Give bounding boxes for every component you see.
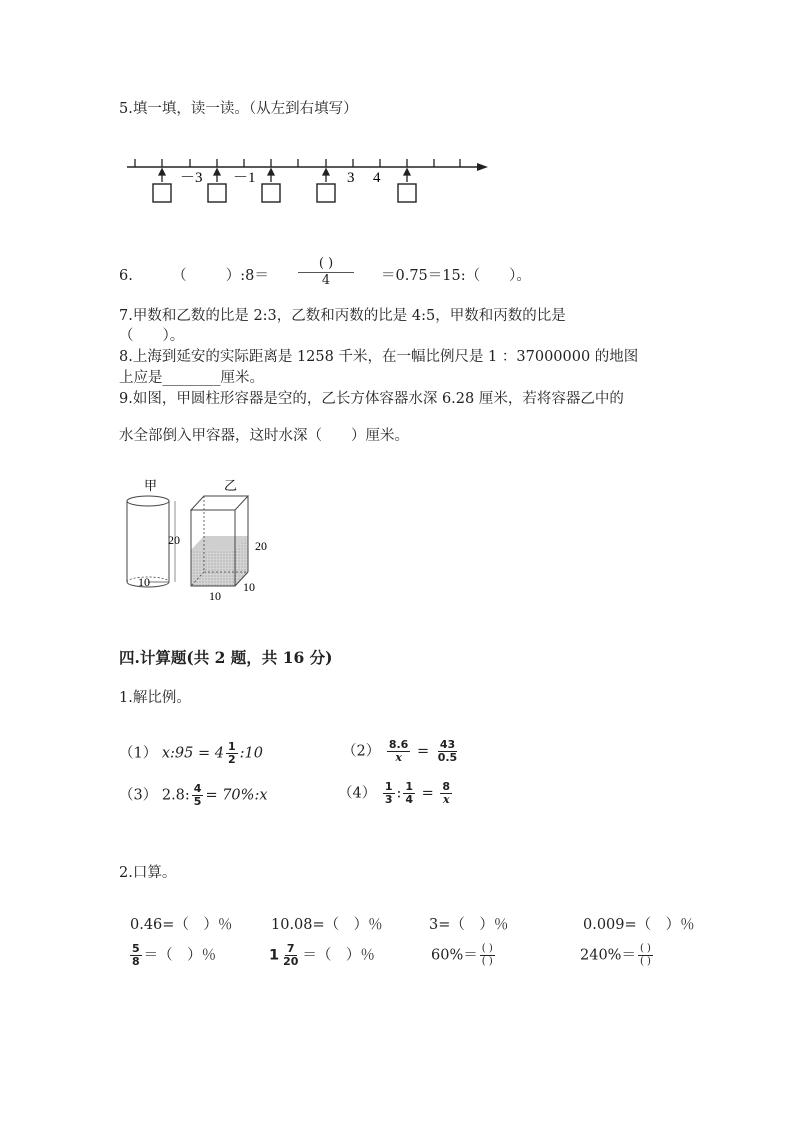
fraction: $\frac{7}{20}$ (283, 942, 299, 968)
oral-calc-item: 10.08=（ ）％ (271, 917, 383, 933)
blank-fraction: $\frac{( )}{( )}$ (481, 943, 493, 967)
answer-box (208, 184, 226, 202)
question-5-text: 5.填一填，读一读。（从左到右填写） (119, 101, 358, 117)
cyl-height: 20 (168, 533, 180, 547)
oral-calc-item: 0.009=（ ）％ (583, 917, 695, 933)
arrow-head-icon (159, 169, 165, 175)
oral-calc-item: 1 $\frac{7}{20}$ ＝（ ）％ (269, 942, 375, 968)
box-height: 20 (255, 539, 267, 553)
q6-paren-open: （ (172, 268, 187, 284)
proportion-4: （4） $\frac{1}{3}$ : $\frac{1}{4}$ = $\frac{8}{x}$ (338, 780, 451, 806)
calc1-title: 1.解比例。 (119, 690, 191, 706)
proportion-2: （2） $\frac{8.6}{x}$ = $\frac{43}{0.5}$ (342, 738, 458, 764)
answer-box (153, 184, 171, 202)
container-figure (118, 476, 288, 606)
question-8-line2: 上应是________厘米。 (119, 370, 264, 386)
oral-calc-item: 3=（ ）％ (429, 917, 509, 933)
section-4-title: 四.计算题(共 2 题，共 16 分) (119, 648, 333, 667)
q6-frac-num: ( ) (298, 256, 354, 273)
problem-label: （4） (338, 785, 377, 802)
problem-label: （1） (119, 745, 158, 762)
q6-frac-den: 4 (321, 273, 331, 288)
q6-suffix: ＝0.75＝15:（ ）。 (381, 268, 531, 284)
expr-part: x:95 = 4 (161, 745, 224, 762)
q6-fraction (298, 256, 354, 289)
q6-paren-close: ）:8＝ (225, 268, 269, 284)
box-width: 10 (209, 589, 221, 603)
fraction: $\frac{1}{3}$ (384, 780, 393, 806)
arrow-head-icon (214, 169, 220, 175)
label-jia: 甲 (144, 478, 158, 493)
expr-part: = 70%:x (205, 787, 268, 804)
oral-calc-item: 60%＝ $\frac{( )}{( )}$ (431, 943, 493, 967)
arrow-head-icon (323, 169, 329, 175)
question-7-line2: （ ）。 (119, 328, 185, 344)
proportion-3 (119, 783, 268, 808)
cyl-diameter: 10 (138, 575, 150, 589)
answer-box (317, 184, 335, 202)
expr-part: 2.8: (161, 787, 190, 804)
arrow-head-icon (404, 169, 410, 175)
question-8-line1: 8.上海到延安的实际距离是 1258 千米，在一幅比例尺是 1 ：37000000 的地图 (119, 349, 639, 365)
tick-label: 4 (373, 170, 381, 186)
label-yi: 乙 (224, 478, 238, 493)
proportion-1 (119, 741, 263, 766)
answer-box (398, 184, 416, 202)
question-6 (119, 264, 269, 285)
expr-part: :10 (239, 745, 263, 762)
arrow-head-icon (268, 169, 274, 175)
number-line (120, 150, 500, 210)
oral-calc-item: $\frac{5}{8}$ ＝（ ）％ (132, 942, 217, 968)
box-depth: 10 (243, 580, 255, 594)
tick-label: －3 (180, 170, 203, 186)
oral-calc-item: 0.46=（ ）％ (130, 917, 233, 933)
fraction: $\frac{1}{2}$ (227, 740, 236, 766)
fraction: $\frac{1}{4}$ (405, 780, 414, 806)
question-9-line2: 水全部倒入甲容器，这时水深（ ）厘米。 (119, 428, 409, 444)
fraction: $\frac{8.6}{x}$ (388, 738, 409, 764)
question-7-line1: 7.甲数和乙数的比是 2:3，乙数和丙数的比是 4:5，甲数和丙数的比是 (119, 308, 566, 324)
question-9-line1: 9.如图，甲圆柱形容器是空的，乙长方体容器水深 6.28 厘米，若将容器乙中的 (119, 391, 624, 407)
fraction: $\frac{4}{5}$ (193, 782, 202, 808)
blank-fraction: $\frac{( )}{( )}$ (639, 943, 651, 967)
oral-calc-item: 240%＝ $\frac{( )}{( )}$ (580, 943, 651, 967)
tick-label: 3 (347, 170, 355, 186)
problem-label: （2） (342, 743, 381, 760)
tick-label: －1 (233, 170, 256, 186)
fraction: $\frac{5}{8}$ (132, 942, 140, 968)
calc2-title: 2.口算。 (119, 865, 177, 881)
fraction: $\frac{43}{0.5}$ (437, 738, 458, 764)
answer-box (262, 184, 280, 202)
q6-prefix: 6. (119, 268, 133, 284)
problem-label: （3） (119, 787, 158, 804)
fraction: $\frac{8}{x}$ (442, 780, 451, 806)
